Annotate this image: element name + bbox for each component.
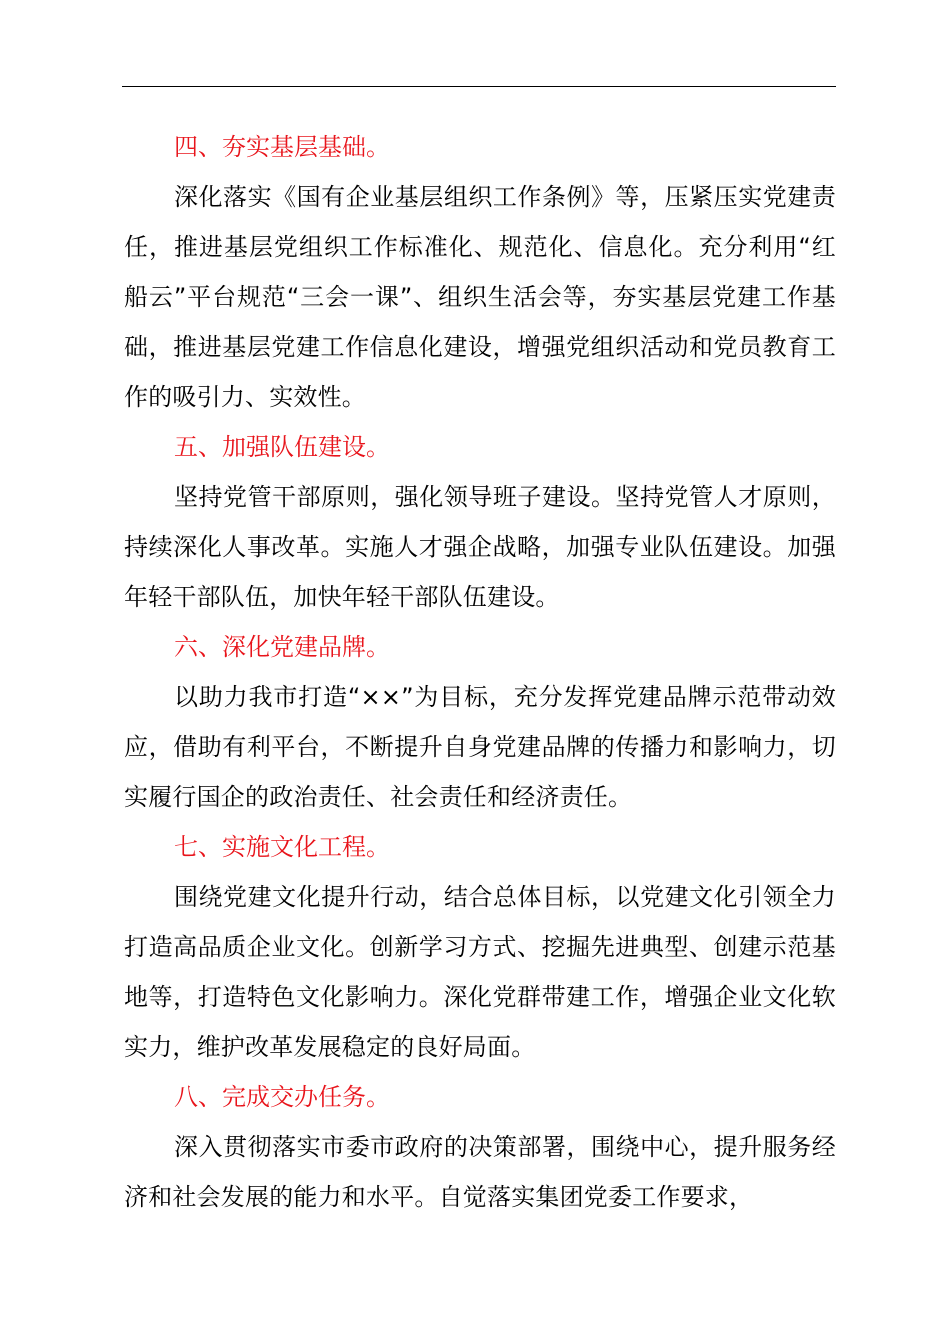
section-heading-5: 五、加强队伍建设。 bbox=[174, 433, 390, 461]
section-heading-4: 四、夯实基层基础。 bbox=[174, 133, 390, 161]
section-paragraph-5: 坚持党管干部原则，强化领导班子建设。坚持党管人才原则，持续深化人事改革。实施人才强企战略，加强专业队伍建设。加强年轻干部队伍，加快年轻干部队伍建设。 bbox=[124, 483, 836, 611]
section-paragraph-6: 以助力我市打造“××”为目标，充分发挥党建品牌示范带动效应，借助有利平台，不断提升自身党建品牌的传播力和影响力，切实履行国企的政治责任、社会责任和经济责任。 bbox=[124, 683, 836, 811]
section-paragraph-7: 围绕党建文化提升行动，结合总体目标，以党建文化引领全力打造高品质企业文化。创新学习方式、挖掘先进典型、创建示范基地等，打造特色文化影响力。深化党群带建工作，增强企业文化软实力，维护改革发展稳定的良好局面。 bbox=[124, 883, 836, 1061]
header-rule bbox=[122, 86, 836, 87]
section-paragraph-8: 深入贯彻落实市委市政府的决策部署，围绕中心，提升服务经济和社会发展的能力和水平。自觉落实集团党委工作要求， bbox=[124, 1133, 836, 1211]
section-heading-7: 七、实施文化工程。 bbox=[174, 833, 390, 861]
document-body bbox=[124, 122, 836, 1222]
section-heading-6: 六、深化党建品牌。 bbox=[174, 633, 390, 661]
section-heading-8: 八、完成交办任务。 bbox=[174, 1083, 390, 1111]
section-paragraph-4: 深化落实《国有企业基层组织工作条例》等，压紧压实党建责任，推进基层党组织工作标准化、规范化、信息化。充分利用“红船云”平台规范“三会一课”、组织生活会等，夯实基层党建工作基础，推进基层党建工作信息化建设，增强党组织活动和党员教育工作的吸引力、实效性。 bbox=[124, 183, 836, 411]
